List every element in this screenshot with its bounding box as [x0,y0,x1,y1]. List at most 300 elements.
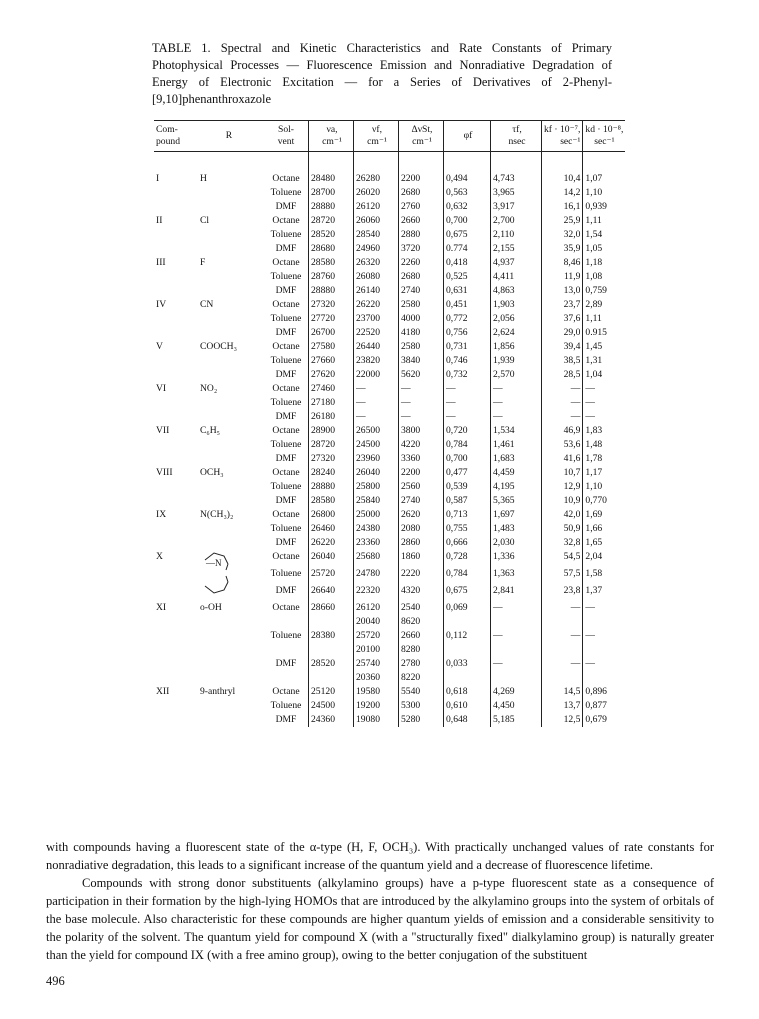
phi-cell: 0,494 [444,172,491,186]
kd-cell: 1,18 [583,256,626,270]
nu-f-cell: 23700 [354,312,399,326]
delta-nu-cell: 2540 8620 [399,601,444,629]
nu-a-cell: 28580 [309,256,354,270]
table-row [154,354,625,368]
solvent-cell: DMF [275,369,297,380]
kd-cell: 1,78 [583,452,626,466]
substituent-cell: C₆H₅ [200,425,221,436]
header-tau: τf, nsec [491,121,542,152]
tau-cell: 3,965 [491,186,542,200]
kd-cell: — [583,629,626,657]
kf-cell: 8,46 [542,256,583,270]
delta-nu-cell: 3720 [399,242,444,256]
header-nu-f: νf, cm⁻¹ [354,121,399,152]
compound-cell: VI [156,383,167,394]
delta-nu-cell: 5540 [399,685,444,699]
compound-cell [154,368,194,382]
kd-cell: 1,65 [583,536,626,550]
phi-cell: 0,632 [444,200,491,214]
nu-f-cell: 24960 [354,242,399,256]
kd-cell: 1,48 [583,438,626,452]
nu-a-cell: 25720 [309,567,354,584]
substituent-cell [194,312,264,326]
phi-cell: 0,418 [444,256,491,270]
tau-cell: 1,483 [491,522,542,536]
data-table [154,120,625,727]
kd-cell: — [583,410,626,424]
phi-cell: 0,784 [444,438,491,452]
table-row [154,452,625,466]
table-body [154,172,625,727]
nu-f-cell: 25840 [354,494,399,508]
solvent-cell: DMF [275,411,297,422]
nu-a-cell: 27720 [309,312,354,326]
kd-cell: 0,759 [583,284,626,298]
solvent-cell: Octane [272,299,300,310]
nu-f-cell: 26280 [354,172,399,186]
solvent-cell: Octane [272,602,300,613]
nu-a-cell: 28660 [309,601,354,629]
delta-nu-cell: 2220 [399,567,444,584]
nu-a-cell: 28520 [309,657,354,685]
tau-cell: 1,336 [491,550,542,567]
nu-a-cell: 28480 [309,172,354,186]
table-row [154,629,625,657]
nu-a-cell: 26700 [309,326,354,340]
tau-cell: — [491,382,542,396]
phi-cell: — [444,410,491,424]
phi-cell: 0,784 [444,567,491,584]
table-row [154,601,625,629]
solvent-cell: Toluene [270,229,302,240]
nu-a-cell: 28880 [309,284,354,298]
compound-cell: X [156,551,163,562]
compound-cell [154,522,194,536]
phi-cell: 0.774 [444,242,491,256]
kd-cell: 1,07 [583,172,626,186]
table-row [154,382,625,396]
substituent-cell: N(CH₃)₂ [200,509,234,520]
nu-a-cell: 28720 [309,214,354,228]
tau-cell: 2,155 [491,242,542,256]
compound-cell [154,480,194,494]
compound-cell [154,567,194,584]
solvent-cell: Octane [272,509,300,520]
compound-cell: I [156,173,160,184]
nu-f-cell: 26080 [354,270,399,284]
kf-cell: 14,5 [542,685,583,699]
delta-nu-cell: — [399,396,444,410]
phi-cell: 0,033 [444,657,491,685]
solvent-cell: DMF [275,495,297,506]
kd-cell: 1,31 [583,354,626,368]
phi-cell: 0,732 [444,368,491,382]
kf-cell: 57,5 [542,567,583,584]
page-number: 496 [46,974,65,988]
table-row [154,186,625,200]
tau-cell: 4,863 [491,284,542,298]
compound-cell [154,438,194,452]
julolidine-ring-icon [200,550,234,596]
phi-cell: 0,675 [444,228,491,242]
tau-cell: 2,624 [491,326,542,340]
nu-a-cell: 24360 [309,713,354,727]
substituent-cell [194,438,264,452]
phi-cell: 0,755 [444,522,491,536]
nu-f-cell: 26020 [354,186,399,200]
delta-nu-cell: 4320 [399,584,444,601]
tau-cell: — [491,396,542,410]
phi-cell: 0,631 [444,284,491,298]
table-row [154,410,625,424]
tau-cell: 4,459 [491,466,542,480]
nu-f-cell: 25680 [354,550,399,567]
kd-cell: 1,05 [583,242,626,256]
phi-cell: — [444,396,491,410]
phi-cell: 0,451 [444,298,491,312]
compound-cell [154,186,194,200]
substituent-cell: o-OH [200,602,222,613]
delta-nu-cell: 2740 [399,494,444,508]
tau-cell: 4,937 [491,256,542,270]
kd-cell: 1,37 [583,584,626,601]
compound-cell: IX [156,509,167,520]
nu-f-cell: 26120 20040 [354,601,399,629]
table-row [154,270,625,284]
header-nu-a: νa, cm⁻¹ [309,121,354,152]
kd-cell: 1,11 [583,214,626,228]
phi-cell: 0,772 [444,312,491,326]
kf-cell: 23,8 [542,584,583,601]
table-row [154,312,625,326]
phi-cell: 0,525 [444,270,491,284]
substituent-cell: Cl [200,215,210,226]
nu-a-cell: 26040 [309,550,354,567]
nu-a-cell: 27180 [309,396,354,410]
substituent-cell [194,494,264,508]
nu-a-cell: 28680 [309,242,354,256]
delta-nu-cell: 2080 [399,522,444,536]
phi-cell: 0,675 [444,584,491,601]
kd-cell: 1,11 [583,312,626,326]
kf-cell: 13,7 [542,699,583,713]
compound-cell: II [156,215,163,226]
kd-cell: 1,45 [583,340,626,354]
table-caption: TABLE 1. Spectral and Kinetic Characteristics and Rate Constants of Primary Photophysical Processes — Fluorescence Emission and Nonradiative Degradation of Energy of Electronic Excitation — for a Series of Derivatives of 2-Phenyl-[9,10]phenanthroxazole [152,41,612,106]
tau-cell: 1,697 [491,508,542,522]
kd-cell: 1,54 [583,228,626,242]
phi-cell: 0,477 [444,466,491,480]
delta-nu-cell: 5280 [399,713,444,727]
table-row [154,214,625,228]
kf-cell: 37,6 [542,312,583,326]
tau-cell: 2,841 [491,584,542,601]
phi-cell: 0,539 [444,480,491,494]
tau-cell: 4,743 [491,172,542,186]
kd-cell: 1,66 [583,522,626,536]
kf-cell: 12,5 [542,713,583,727]
phi-cell: 0,720 [444,424,491,438]
tau-cell: — [491,601,542,629]
substituent-cell [194,368,264,382]
table-row [154,466,625,480]
kf-cell: 10,7 [542,466,583,480]
nu-f-cell: 19200 [354,699,399,713]
compound-cell [154,284,194,298]
substituent-cell [194,550,264,601]
phi-cell: 0,112 [444,629,491,657]
solvent-cell: DMF [275,243,297,254]
nu-f-cell: 23360 [354,536,399,550]
compound-cell [154,536,194,550]
phi-cell: 0,610 [444,699,491,713]
tau-cell: 4,411 [491,270,542,284]
nu-f-cell: 19080 [354,713,399,727]
solvent-cell: Toluene [270,187,302,198]
kf-cell: 28,5 [542,368,583,382]
tau-cell: 1,683 [491,452,542,466]
header-phi: φf [444,121,491,152]
nu-f-cell: 26500 [354,424,399,438]
table-row [154,480,625,494]
header-delta-nu: ΔνSt, cm⁻¹ [399,121,444,152]
compound-cell [154,629,194,657]
compound-cell: IV [156,299,167,310]
tau-cell: 2,030 [491,536,542,550]
compound-cell [154,270,194,284]
substituent-cell: F [200,257,206,268]
table-row [154,424,625,438]
nu-f-cell: 19580 [354,685,399,699]
kf-cell: 10,9 [542,494,583,508]
compound-cell [154,452,194,466]
table-row [154,438,625,452]
solvent-cell: Octane [272,425,300,436]
kf-cell: 50,9 [542,522,583,536]
kf-cell: 14,2 [542,186,583,200]
table-row [154,340,625,354]
delta-nu-cell: 2880 [399,228,444,242]
solvent-cell: DMF [275,285,297,296]
nu-f-cell: 25740 20360 [354,657,399,685]
nu-a-cell: 28580 [309,494,354,508]
phi-cell: 0,563 [444,186,491,200]
kd-cell: 1,04 [583,368,626,382]
delta-nu-cell: 2200 [399,466,444,480]
phi-cell: 0,666 [444,536,491,550]
compound-cell [154,228,194,242]
kd-cell: 0,770 [583,494,626,508]
header-compound: Com- pound [154,121,194,152]
substituent-cell [194,452,264,466]
compound-cell [154,242,194,256]
kf-cell: 10,4 [542,172,583,186]
compound-cell [154,584,194,601]
nu-f-cell: 23960 [354,452,399,466]
substituent-cell [194,629,264,657]
delta-nu-cell: — [399,410,444,424]
nu-f-cell: — [354,382,399,396]
kd-cell: 0,877 [583,699,626,713]
substituent-cell [194,228,264,242]
delta-nu-cell: 1860 [399,550,444,567]
table-row [154,685,625,699]
delta-nu-cell: 2580 [399,340,444,354]
kd-cell: — [583,396,626,410]
nu-a-cell: 28760 [309,270,354,284]
substituent-cell [194,200,264,214]
body-paragraph-1: with compounds having a fluorescent state of the α-type (H, F, OCH₃). With practically unchanged values of rate constants for nonradiative degradation, this leads to a significant increase of the quantum yield and a decrease of fluorescence lifetime. [46,840,714,872]
kd-cell: — [583,657,626,685]
substituent-cell [194,284,264,298]
tau-cell: 4,450 [491,699,542,713]
substituent-cell [194,522,264,536]
table-row [154,508,625,522]
solvent-cell: Toluene [270,397,302,408]
phi-cell: 0,587 [444,494,491,508]
substituent-cell: OCH₃ [200,467,224,478]
substituent-cell [194,480,264,494]
tau-cell: 2,700 [491,214,542,228]
solvent-cell: DMF [275,537,297,548]
header-kd: kd · 10⁻⁸, sec⁻¹ [583,121,626,152]
table-row [154,522,625,536]
kf-cell: — [542,629,583,657]
nu-f-cell: 26060 [354,214,399,228]
kf-cell: 32,8 [542,536,583,550]
nu-a-cell: 26640 [309,584,354,601]
nu-a-cell: 28720 [309,438,354,452]
solvent-cell: Toluene [270,481,302,492]
nu-a-cell: 26180 [309,410,354,424]
nu-a-cell: 28880 [309,200,354,214]
nu-a-cell: 27460 [309,382,354,396]
substituent-cell [194,657,264,685]
nu-f-cell: 23820 [354,354,399,368]
header-kf: kf · 10⁻⁷, sec⁻¹ [542,121,583,152]
kf-cell: 23,7 [542,298,583,312]
delta-nu-cell: 5620 [399,368,444,382]
table-row [154,256,625,270]
compound-cell: III [156,257,166,268]
compound-cell [154,713,194,727]
substituent-label: —N [206,558,222,568]
kd-cell: 0.915 [583,326,626,340]
delta-nu-cell: 4000 [399,312,444,326]
compound-cell: XI [156,602,167,613]
substituent-cell: H [200,173,207,184]
phi-cell: 0,648 [444,713,491,727]
tau-cell: 1,903 [491,298,542,312]
kf-cell: 32,0 [542,228,583,242]
table-row [154,326,625,340]
solvent-cell: Octane [272,551,300,562]
table-header-row [154,121,625,152]
solvent-cell: Toluene [270,313,302,324]
tau-cell: 2,110 [491,228,542,242]
nu-f-cell: 25800 [354,480,399,494]
delta-nu-cell: 2740 [399,284,444,298]
tau-cell: 5,185 [491,713,542,727]
kf-cell: — [542,382,583,396]
delta-nu-cell: 2580 [399,298,444,312]
substituent-cell [194,354,264,368]
compound-cell [154,396,194,410]
phi-cell: — [444,382,491,396]
substituent-cell: CN [200,299,214,310]
solvent-cell: Toluene [270,630,302,641]
phi-cell: 0,728 [444,550,491,567]
tau-cell: 4,195 [491,480,542,494]
table-row [154,284,625,298]
delta-nu-cell: 3800 [399,424,444,438]
kf-cell: 42,0 [542,508,583,522]
nu-f-cell: — [354,396,399,410]
kd-cell: 0,939 [583,200,626,214]
nu-f-cell: 25720 20100 [354,629,399,657]
substituent-cell [194,536,264,550]
nu-a-cell: 27660 [309,354,354,368]
phi-cell: 0,756 [444,326,491,340]
solvent-cell: Toluene [270,568,302,579]
tau-cell: 2,570 [491,368,542,382]
substituent-cell [194,699,264,713]
table-row [154,228,625,242]
tau-cell: 1,534 [491,424,542,438]
substituent-cell [194,326,264,340]
table-row [154,396,625,410]
substituent-cell [194,186,264,200]
compound-cell [154,312,194,326]
substituent-cell [194,713,264,727]
kf-cell: 16,1 [542,200,583,214]
kd-cell: — [583,601,626,629]
substituent-cell: NO₂ [200,383,218,394]
nu-a-cell: 27620 [309,368,354,382]
nu-a-cell: 28700 [309,186,354,200]
table-row [154,713,625,727]
compound-cell [154,354,194,368]
kd-cell: 1,58 [583,567,626,584]
delta-nu-cell: — [399,382,444,396]
kf-cell: 11,9 [542,270,583,284]
kf-cell: 54,5 [542,550,583,567]
delta-nu-cell: 2660 [399,214,444,228]
kf-cell: 53,6 [542,438,583,452]
delta-nu-cell: 2760 [399,200,444,214]
substituent-cell [194,396,264,410]
nu-a-cell: 24500 [309,699,354,713]
delta-nu-cell: 2860 [399,536,444,550]
tau-cell: 1,856 [491,340,542,354]
delta-nu-cell: 5300 [399,699,444,713]
substituent-cell [194,410,264,424]
phi-cell: 0,700 [444,452,491,466]
solvent-cell: DMF [275,201,297,212]
nu-f-cell: 26040 [354,466,399,480]
nu-f-cell: 26440 [354,340,399,354]
solvent-cell: Octane [272,173,300,184]
compound-cell [154,494,194,508]
nu-f-cell: 25000 [354,508,399,522]
solvent-cell: DMF [275,585,297,596]
solvent-cell: DMF [275,453,297,464]
header-solvent: Sol- vent [264,121,309,152]
table-row [154,550,625,567]
solvent-cell: DMF [275,658,297,669]
solvent-cell: Toluene [270,700,302,711]
delta-nu-cell: 3840 [399,354,444,368]
